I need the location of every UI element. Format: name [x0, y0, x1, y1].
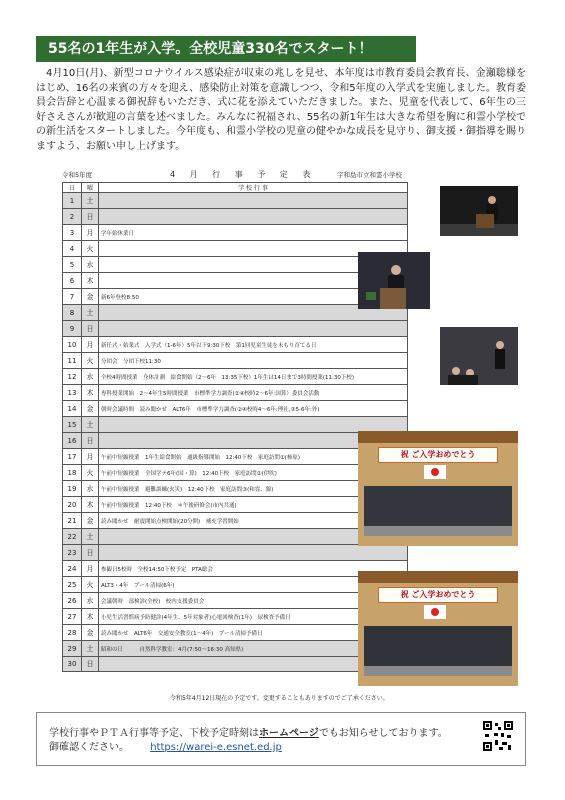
footer-line2: 御確認ください。: [49, 742, 129, 753]
schedule-day-cell: 15: [63, 417, 82, 433]
schedule-weekday-cell: 土: [82, 641, 99, 657]
schedule-event-cell: 分団会 分団下校11:30: [99, 353, 408, 369]
schedule-day-cell: 12: [63, 369, 82, 385]
schedule-weekday-cell: 水: [82, 481, 99, 497]
schedule-event-cell: 専科授業開始 2～4年生5時間授業 市標準学力調査(②④校時2～6年:国算）委員会活動: [99, 385, 408, 401]
header-weekday: 曜: [82, 183, 99, 193]
schedule-event-cell: 小児生活習慣病予防健診(4年生、5年対象者)心電図検査(1年) 尿検査予備日: [99, 609, 408, 625]
students-figure-icon: [440, 327, 518, 385]
schedule-school: 宇和島市立和霊小学校: [337, 171, 402, 179]
welcome-banner-1: 祝 ご入学おめでとう: [378, 447, 498, 463]
schedule-event-cell: 学年始休業日: [99, 225, 408, 241]
schedule-event-cell: 全校4時間授業 身体計測 給食開始（2～6年 13:35下校）1年生は14日まで3時間授業(11:30下校): [99, 369, 408, 385]
schedule-day-cell: 20: [63, 497, 82, 513]
school-url-link[interactable]: https://warei-e.esnet.ed.jp: [150, 742, 282, 753]
schedule-weekday-cell: 水: [82, 257, 99, 273]
class-group-photo-2: [358, 571, 518, 686]
schedule-event-cell: 新6年登校8:50: [99, 289, 408, 305]
schedule-event-cell: ALT3・4年 プール清掃(6年): [99, 577, 408, 593]
schedule-row: [63, 593, 408, 609]
schedule-event-cell: 午前中短縮授業 12:40下校 ＊午後研修会(市内共通): [99, 497, 408, 513]
schedule-weekday-cell: 金: [82, 625, 99, 641]
qr-code-icon[interactable]: [483, 721, 513, 751]
schedule-weekday-cell: 土: [82, 305, 99, 321]
schedule-weekday-cell: 火: [82, 577, 99, 593]
schedule-weekday-cell: 金: [82, 513, 99, 529]
schedule-row: [63, 193, 408, 209]
schedule-day-cell: 24: [63, 561, 82, 577]
schedule-day-cell: 13: [63, 385, 82, 401]
footer-line1-start: 学校行事やＰＴＡ行事等予定、下校予定時刻は: [49, 728, 259, 739]
principal-speech-photo: [358, 252, 430, 309]
schedule-day-cell: 28: [63, 625, 82, 641]
schedule-weekday-cell: 火: [82, 465, 99, 481]
schedule-row: [63, 353, 408, 369]
schedule-weekday-cell: 土: [82, 417, 99, 433]
schedule-row: [63, 385, 408, 401]
schedule-event-cell: 午前中短縮授業 避難訓練(火災) 12:40下校 家庭訪問③(和霊、錦): [99, 481, 408, 497]
schedule-day-cell: 23: [63, 545, 82, 561]
schedule-row: [63, 305, 408, 321]
schedule-day-cell: 1: [63, 193, 82, 209]
header-day: 日: [63, 183, 82, 193]
intro-paragraph: 4月10日(月)、新型コロナウイルス感染症が収束の兆しを見せ、本年度は市教育委員会教育長、金瀬聡様をはじめ、16名の来賓の方々を迎え、感染防止対策を意識しつつ、令和5年度の入学式を実施しました。教育委員会告辞と心温まる御祝辞もいただき、式に花を添えていただきました。また、児童を代表して、6年生の三好さえさんが歓迎の言葉を述べました。みんなに祝福され、55名の新1年生は大きな希望を胸に和霊小学校での新生活をスタートしました。今年度も、和霊小学校の児童の健やかな成長を見守り、御支援・御指導を賜りますよう、お願い申し上げます。: [36, 68, 526, 152]
schedule-row: [63, 225, 408, 241]
class-group-photo-1: [358, 431, 518, 546]
header-events: 学 校 行 事: [99, 183, 408, 193]
homepage-link[interactable]: ホームページ: [259, 728, 319, 739]
schedule-weekday-cell: 土: [82, 529, 99, 545]
schedule-weekday-cell: 日: [82, 433, 99, 449]
schedule-weekday-cell: 木: [82, 609, 99, 625]
schedule-weekday-cell: 水: [82, 369, 99, 385]
schedule-weekday-cell: 月: [82, 337, 99, 353]
schedule-day-cell: 14: [63, 401, 82, 417]
schedule-weekday-cell: 木: [82, 497, 99, 513]
schedule-event-cell: [99, 209, 408, 225]
schedule-row: [63, 337, 408, 353]
schedule-day-cell: 18: [63, 465, 82, 481]
schedule-title: 4 月 行 事 予 定 表: [170, 170, 317, 179]
schedule-day-cell: 6: [63, 273, 82, 289]
ceremony-speech-photo: [440, 186, 518, 236]
schedule-day-cell: 19: [63, 481, 82, 497]
schedule-row: [63, 609, 408, 625]
schedule-event-cell: 朝時会議時間 読み聞かせ ALT6年 市標準学力調査(②④校時4～6年:理社,③5-6年:外): [99, 401, 408, 417]
schedule-day-cell: 30: [63, 657, 82, 672]
welcome-banner-2: 祝 ご入学おめでとう: [378, 587, 498, 603]
schedule-event-cell: 昭和の日 自然科学教室：4月(7:50～16:30 高知県): [99, 641, 408, 657]
headline: 55名の1年生が入学。全校児童330名でスタート！: [36, 36, 416, 62]
schedule-weekday-cell: 月: [82, 561, 99, 577]
schedule-weekday-cell: 日: [82, 209, 99, 225]
schedule-event-cell: 新任式・始業式 入学式（1-6年）5年以下9:30下校 第1回児童生徒を未もり育てる日: [99, 337, 408, 353]
schedule-row: [63, 657, 408, 672]
schedule-weekday-cell: 水: [82, 593, 99, 609]
schedule-note: 令和5年4月12日現在の予定です。変更することもありますのでご了承ください。: [170, 695, 389, 702]
schedule-day-cell: 29: [63, 641, 82, 657]
speech-figure-icon: [440, 186, 518, 236]
schedule-weekday-cell: 火: [82, 241, 99, 257]
footer-text: [49, 727, 448, 755]
schedule-row: [63, 449, 408, 465]
schedule-weekday-cell: 月: [82, 449, 99, 465]
schedule-day-cell: 27: [63, 609, 82, 625]
schedule-event-cell: 午前中短縮授業 全国学テ6年(国・算) 12:40下校 家庭訪問②(伊吹): [99, 465, 408, 481]
schedule-weekday-cell: 火: [82, 353, 99, 369]
schedule-day-cell: 10: [63, 337, 82, 353]
schedule-day-cell: 17: [63, 449, 82, 465]
schedule-table: [62, 182, 408, 672]
principal-figure-icon: [358, 252, 430, 309]
schedule-event-cell: 読み聞かせ 耐震開始点検開始(20分開) 補充学習開始: [99, 513, 408, 529]
schedule-day-cell: 7: [63, 289, 82, 305]
schedule-day-cell: 3: [63, 225, 82, 241]
schedule-event-cell: 会議朝時 部検診(全校) 校内支援委員会: [99, 593, 408, 609]
schedule-day-cell: 5: [63, 257, 82, 273]
schedule-event-cell: [99, 193, 408, 209]
schedule-weekday-cell: 日: [82, 321, 99, 337]
schedule-row: [63, 465, 408, 481]
schedule-year: 令和5年度: [62, 171, 93, 179]
schedule-weekday-cell: 金: [82, 401, 99, 417]
schedule-row: [63, 257, 408, 273]
schedule-weekday-cell: 月: [82, 225, 99, 241]
schedule-row: [63, 497, 408, 513]
footer-notice: [36, 712, 526, 766]
schedule-weekday-cell: 金: [82, 289, 99, 305]
schedule-row: [63, 417, 408, 433]
schedule-event-cell: [99, 545, 408, 561]
schedule-row: [63, 481, 408, 497]
footer-line1-end: でもお知らせしております。: [318, 728, 448, 739]
schedule-row: [63, 529, 408, 545]
schedule-event-cell: 午前中短縮授業 1年生給食開始 通級指導開始 12:40下校 家庭訪問①(柿原): [99, 449, 408, 465]
schedule-day-cell: 21: [63, 513, 82, 529]
schedule-day-cell: 4: [63, 241, 82, 257]
schedule-day-cell: 22: [63, 529, 82, 545]
schedule-row: [63, 433, 408, 449]
schedule-weekday-cell: 日: [82, 657, 99, 672]
schedule-event-cell: 読み聞かせ ALT6年 交通安全教室(1～4年) プール清掃予備日: [99, 625, 408, 641]
schedule-row: [63, 289, 408, 305]
schedule-header-row: [63, 183, 408, 193]
schedule-day-cell: 2: [63, 209, 82, 225]
schedule-day-cell: 9: [63, 321, 82, 337]
schedule-day-cell: 11: [63, 353, 82, 369]
schedule-event-cell: 参観日5校時 全校14:50下校予定 PTA総会: [99, 561, 408, 577]
schedule-day-cell: 8: [63, 305, 82, 321]
schedule-row: [63, 209, 408, 225]
schedule-weekday-cell: 木: [82, 385, 99, 401]
schedule-row: [63, 545, 408, 561]
schedule-row: [63, 369, 408, 385]
schedule-row: [63, 321, 408, 337]
schedule-row: [63, 641, 408, 657]
schedule-weekday-cell: 土: [82, 193, 99, 209]
student-greeting-photo: [440, 327, 518, 385]
schedule-weekday-cell: 日: [82, 545, 99, 561]
schedule-weekday-cell: 木: [82, 273, 99, 289]
schedule-row: [63, 561, 408, 577]
schedule-day-cell: 26: [63, 593, 82, 609]
schedule-event-cell: [99, 321, 408, 337]
schedule-row: [63, 273, 408, 289]
schedule-row: [63, 577, 408, 593]
schedule-row: [63, 513, 408, 529]
schedule-day-cell: 16: [63, 433, 82, 449]
schedule-row: [63, 625, 408, 641]
schedule-row: [63, 241, 408, 257]
schedule-row: [63, 401, 408, 417]
schedule-day-cell: 25: [63, 577, 82, 593]
